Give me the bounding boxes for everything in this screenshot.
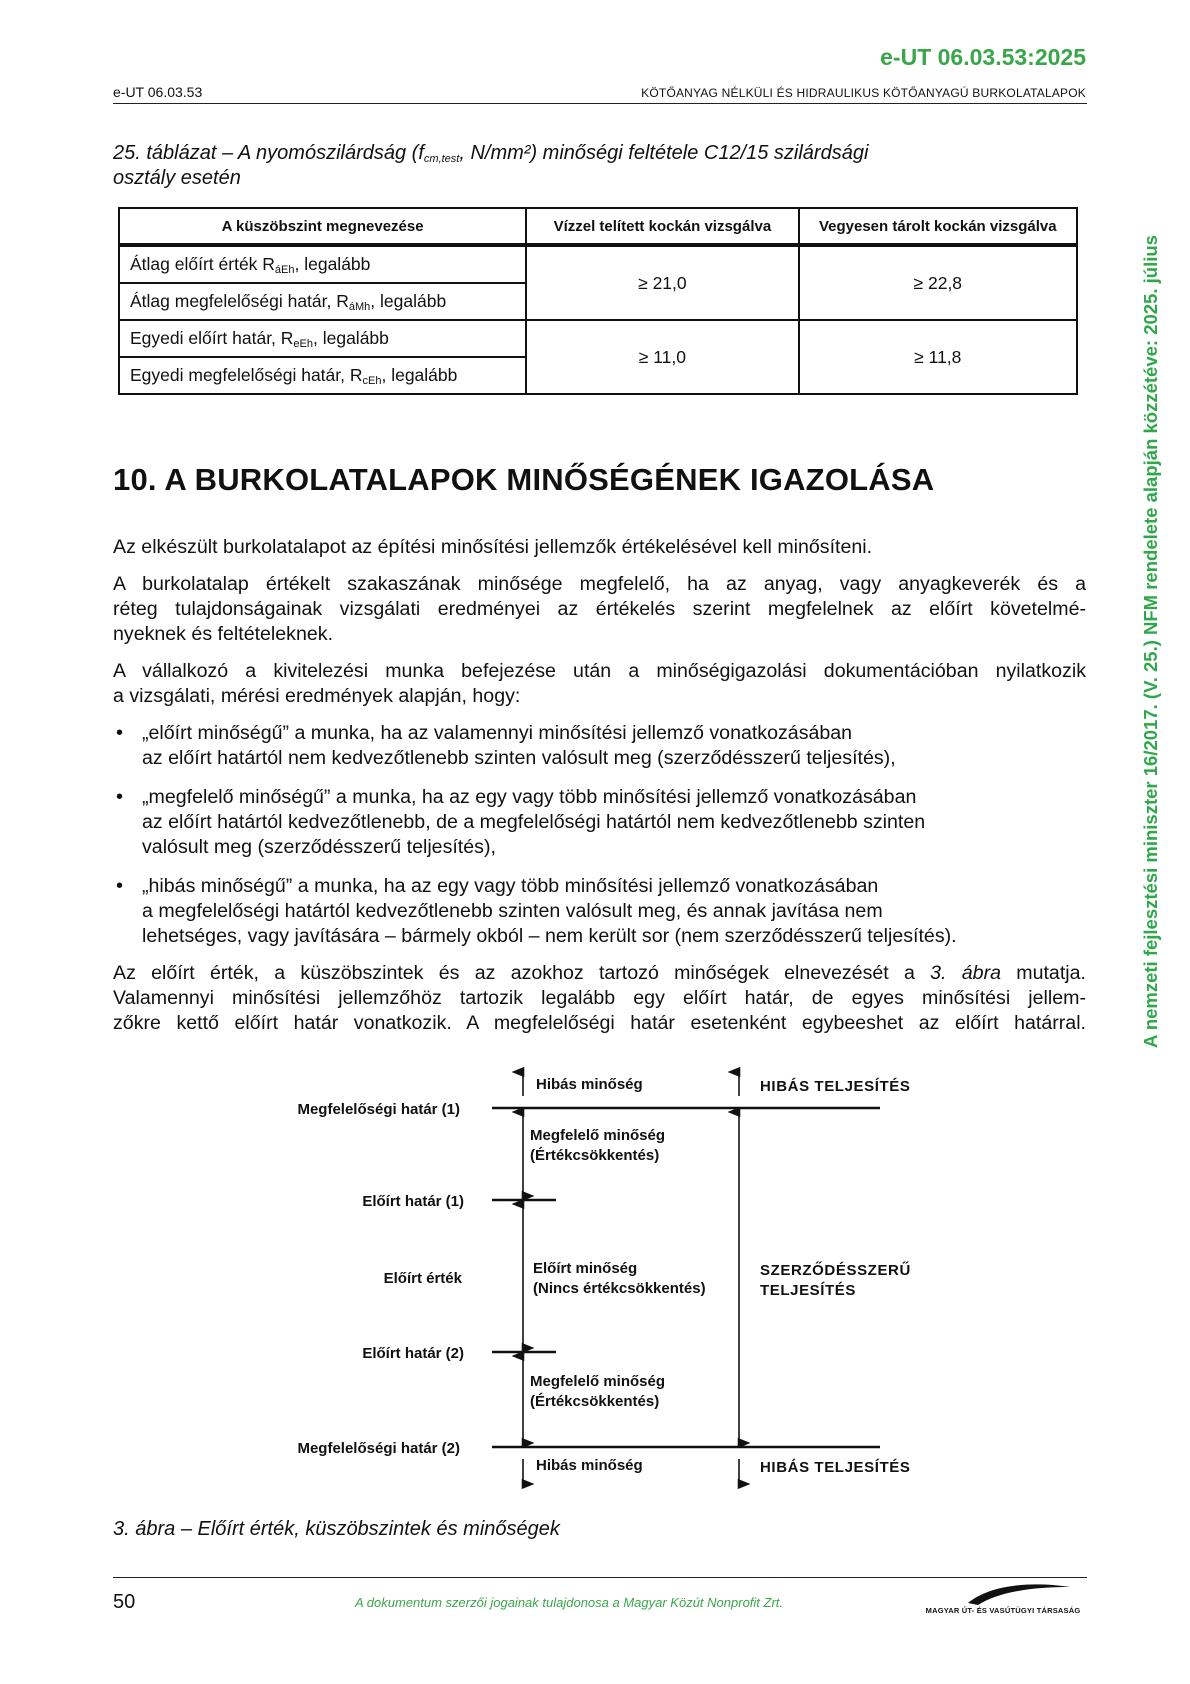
bullet-marker: • [116,786,124,808]
header-divider [113,103,1087,104]
table-caption-line2: osztály esetén [113,167,241,189]
paragraph-1: Az elkészült burkolatalapot az építési minősítési jellemzők értékelésével kell minősíteni. [113,536,873,558]
paragraph-2-line: réteg tulajdonságainak vizsgálati eredményei az értékelés szerint megfelelnek az előírt követelmé- [113,598,1086,620]
paragraph-3-line: A vállalkozó a kivitelezési munka befejezése után a minőségigazolási dokumentációban nyilatkozik [113,660,1086,682]
label-prescribed-value: Előírt érték [383,1270,462,1287]
label-defective-bottom: Hibás minőség [536,1457,643,1474]
logo-swoosh-icon [920,1581,1086,1605]
header-left-code: e-UT 06.03.53 [113,84,203,100]
table-cell-value: ≥ 11,0 [526,320,798,394]
bullet-3-line: „hibás minőségű” a munka, ha az egy vagy több minősítési jellemző vonatkozásában [142,875,879,897]
table-row [119,245,1077,283]
bullet-1-line: az előírt határtól nem kedvezőtlenebb szinten valósult meg (szerződésszerű teljesítés), [142,747,896,769]
table-header-cell: Vegyesen tárolt kockán vizsgálva [799,208,1077,245]
paragraph-4-line: zőkre kettő előírt határ vonatkozik. A megfelelőségi határ esetenként egybeeshet az előírt határral. [113,1012,1086,1034]
header-title: KÖTŐANYAG NÉLKÜLI ÉS HIDRAULIKUS KÖTŐANYAGÚ BURKOLATALAPOK [641,86,1086,100]
table-cell-label: Egyedi előírt határ, $R_{eEh}$, legalább [119,320,526,357]
table-cell-label: Átlag előírt érték $R_{áEh}$, legalább [119,245,526,283]
footer-divider [113,1577,1087,1578]
table-cell-value: ≥ 22,8 [799,245,1077,320]
bullet-marker: • [116,875,124,897]
bullet-1-line: „előírt minőségű” a munka, ha az valamennyi minősítési jellemző vonatkozásában [142,722,853,744]
paragraph-4-line: Az előírt érték, a küszöbszintek és az azokhoz tartozó minőségek elnevezését a 3. ábra mutatja. [113,962,1086,984]
table-cell-value: ≥ 11,8 [799,320,1077,394]
page-number: 50 [113,1591,136,1613]
table-header-row [119,208,1077,245]
label-prescribed-quality: Előírt minőség [533,1260,638,1277]
label-prescribed-quality-note: (Nincs értékcsökkentés) [533,1280,706,1297]
bullet-3-line: a megfelelőségi határtól kedvezőtlenebb szinten valósult meg, és annak javítása nem [142,900,883,922]
copyright-notice: A dokumentum szerzői jogainak tulajdonosa a Magyar Közút Nonprofit Zrt. [355,1595,784,1610]
society-logo [920,1581,1086,1615]
publication-side-note: A nemzeti fejlesztési miniszter 16/2017. (V. 25.) NFM rendelete alapján közzétéve: 2025. július [1140,235,1161,1048]
label-adequate-2: Megfelelő minőség [530,1373,666,1390]
label-compliance-limit-2: Megfelelőségi határ (2) [297,1440,460,1457]
table-cell-label: Egyedi megfelelőségi határ, $R_{cEh}$, legalább [119,357,526,394]
table-header-cell: Vízzel telített kockán vizsgálva [526,208,798,245]
label-defective-performance-bottom: HIBÁS TELJESÍTÉS [760,1459,911,1476]
label-prescribed-limit-1: Előírt határ (1) [362,1193,464,1210]
table-caption: 25. táblázat – A nyomószilárdság ($f_{cm,test}$, N/mm²) minőségi feltétele C12/15 szilárdsági [113,142,869,165]
section-title: 10. A BURKOLATALAPOK MINŐSÉGÉNEK IGAZOLÁSA [113,462,935,497]
label-adequate-2-note: (Értékcsökkentés) [530,1393,660,1410]
bullet-2-line: az előírt határtól kedvezőtlenebb, de a megfelelőségi határtól nem kedvezőtlenebb szinten [142,811,926,833]
bullet-marker: • [116,722,124,744]
logo-text: MAGYAR ÚT- ÉS VASÚTÜGYI TÁRSASÁG [925,1606,1081,1615]
bullet-2-line: „megfelelő minőségű” a munka, ha az egy vagy több minősítési jellemző vonatkozásában [142,786,917,808]
table-cell-value: ≥ 21,0 [526,245,798,320]
label-adequate-1: Megfelelő minőség [530,1127,666,1144]
label-prescribed-limit-2: Előírt határ (2) [362,1345,464,1362]
paragraph-2-line: nyeknek és feltételeknek. [113,623,334,645]
strength-table [118,207,1078,395]
table-cell-label: Átlag megfelelőségi határ, $R_{áMh}$, legalább [119,283,526,320]
label-adequate-1-note: (Értékcsökkentés) [530,1147,660,1164]
quality-levels-diagram [0,1060,1190,1500]
bullet-2-line: valósult meg (szerződésszerű teljesítés), [142,836,496,858]
paragraph-2-line: A burkolatalap értékelt szakaszának minősége megfelelő, ha az anyag, vagy anyagkeverék és a [113,573,1086,595]
figure-caption: 3. ábra – Előírt érték, küszöbszintek és minőségek [113,1518,560,1540]
label-contractual-performance: SZERZŐDÉSSZERŰ [760,1262,911,1279]
paragraph-3-line: a vizsgálati, mérési eredmények alapján, hogy: [113,685,521,707]
bullet-3-line: lehetséges, vagy javítására – bármely okból – nem került sor (nem szerződésszerű teljesítés). [142,925,957,947]
label-contractual-performance-2: TELJESÍTÉS [760,1282,857,1299]
document-code: e-UT 06.03.53:2025 [880,44,1086,70]
label-defective-performance-top: HIBÁS TELJESÍTÉS [760,1078,911,1095]
paragraph-4-line: Valamennyi minősítési jellemzőhöz tartozik legalább egy előírt határ, de egyes minősítési jellem- [113,987,1086,1009]
label-defective-top: Hibás minőség [536,1076,643,1093]
table-header-cell: A küszöbszint megnevezése [119,208,526,245]
table-row [119,320,1077,357]
label-compliance-limit-1: Megfelelőségi határ (1) [297,1101,460,1118]
